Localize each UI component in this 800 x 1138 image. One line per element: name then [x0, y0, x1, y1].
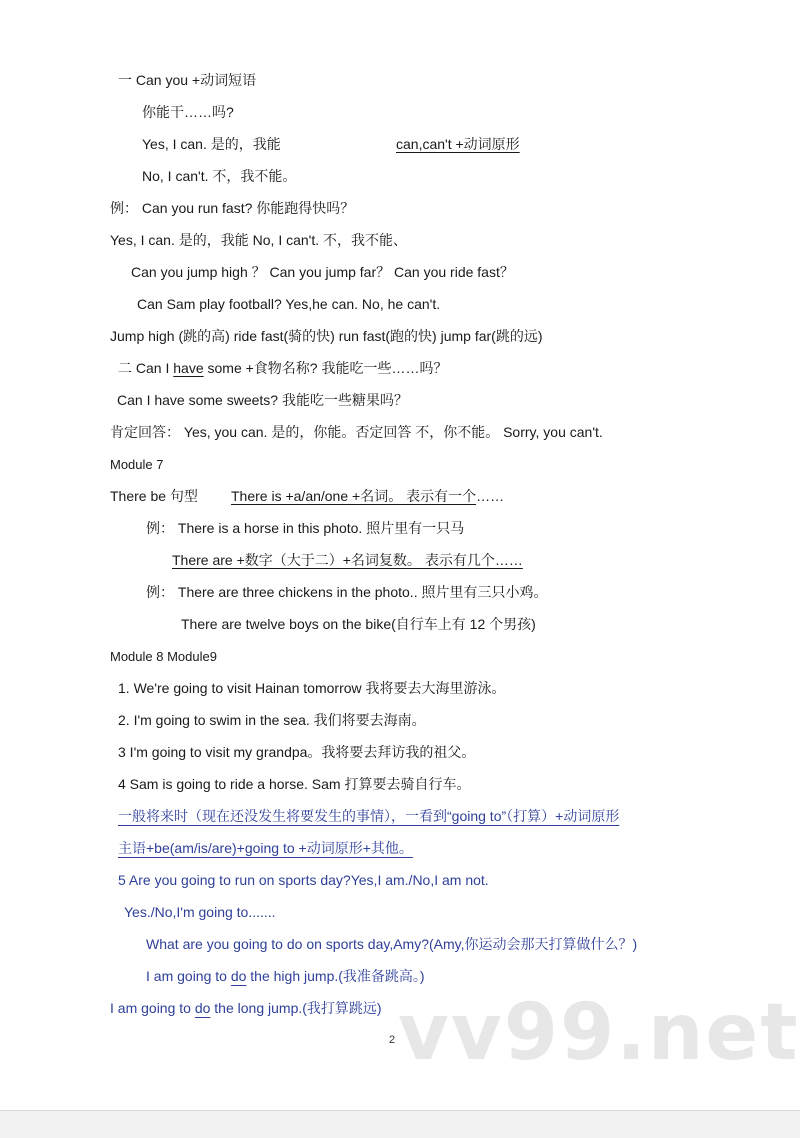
grammar-rule-future: 一般将来时（现在还没发生将要发生的事情），一看到“going to”（打算）+动词原形 [118, 808, 620, 824]
text-line: Yes./No,I'm going to....... [124, 904, 276, 920]
text-line [142, 135, 281, 153]
list-item: 5 Are you going to run on sports day?Yes,I am./No,I am not. [118, 872, 489, 888]
example-line: 例： There is a horse in this photo. 照片里有一只马 [146, 520, 465, 536]
underlined-word: do [230, 968, 247, 984]
example-line: 例： There are three chickens in the photo.. 照片里有三只小鸡。 [146, 584, 548, 600]
text-segment: the high jump.(我准备跳高。) [246, 968, 425, 984]
text-line: 你能干……吗? [142, 104, 234, 120]
section-one-heading: 一 Can you +动词短语 [118, 72, 257, 88]
text-line: Yes, I can. 是的，我能 No, I can't. 不，我不能、 [110, 232, 408, 248]
text-line: Can I have some sweets? 我能吃一些糖果吗？ [117, 392, 408, 408]
underlined-text: There is +a/an/one +名词。 表示有一个 [231, 488, 477, 504]
rule-note: There are +数字（大于二）+名词复数。 表示有几个…… [172, 552, 523, 568]
grammar-formula: 主语+be(am/is/are)+going to +动词原形+其他。 [118, 840, 413, 856]
text-segment: There be 句型 [110, 488, 198, 504]
text-segment: …… [476, 488, 505, 504]
list-item: 2. I'm going to swim in the sea. 我们将要去海南。 [118, 712, 426, 728]
list-item: 4 Sam is going to ride a horse. Sam 打算要去骑自行车。 [118, 776, 471, 792]
rule-note: can,can't +动词原形 [396, 136, 520, 152]
text-segment: I am going to [110, 1000, 195, 1016]
text-line [146, 967, 425, 985]
text-line [110, 999, 382, 1017]
text-line: No, I can't. 不，我不能。 [142, 168, 297, 184]
text-line [110, 487, 198, 505]
underlined-word: have [173, 360, 204, 376]
viewer-bottom-strip [0, 1110, 800, 1138]
text-line: Jump high (跳的高) ride fast(骑的快) run fast(跑的快) jump far(跳的远) [110, 328, 543, 344]
module-8-9-heading: Module 8 Module9 [110, 649, 217, 664]
page-number: 2 [389, 1034, 396, 1046]
text-line: There are twelve boys on the bike(自行车上有 12 个男孩) [181, 616, 536, 632]
list-item: 3 I'm going to visit my grandpa。我将要去拜访我的祖父。 [118, 744, 476, 760]
list-item: 1. We're going to visit Hainan tomorrow 我将要去大海里游泳。 [118, 680, 506, 696]
text-segment: the long jump.(我打算跳远) [210, 1000, 382, 1016]
text-segment: 二 Can I [118, 360, 174, 376]
underlined-word: do [194, 1000, 211, 1016]
text-line: Can Sam play football? Yes,he can. No, he can't. [137, 296, 441, 312]
text-line: Can you jump high ？ Can you jump far？ Can you ride fast？ [131, 264, 514, 280]
watermark: vv99.net [398, 988, 800, 1078]
text-segment: I am going to [146, 968, 231, 984]
text-segment: some +食物名称? 我能吃一些……吗？ [203, 360, 448, 376]
section-two-heading [118, 359, 447, 377]
example-line: 例： Can you run fast? 你能跑得快吗？ [110, 200, 355, 216]
text-segment: Yes, I can. 是的，我能 [142, 136, 281, 152]
rule-note [231, 487, 504, 505]
text-line: 肯定回答： Yes, you can. 是的，你能。否定回答 不，你不能。 Sorry, you can't. [110, 424, 603, 440]
module-7-heading: Module 7 [110, 457, 164, 472]
text-line: What are you going to do on sports day,Amy?(Amy,你运动会那天打算做什么？) [146, 936, 638, 952]
